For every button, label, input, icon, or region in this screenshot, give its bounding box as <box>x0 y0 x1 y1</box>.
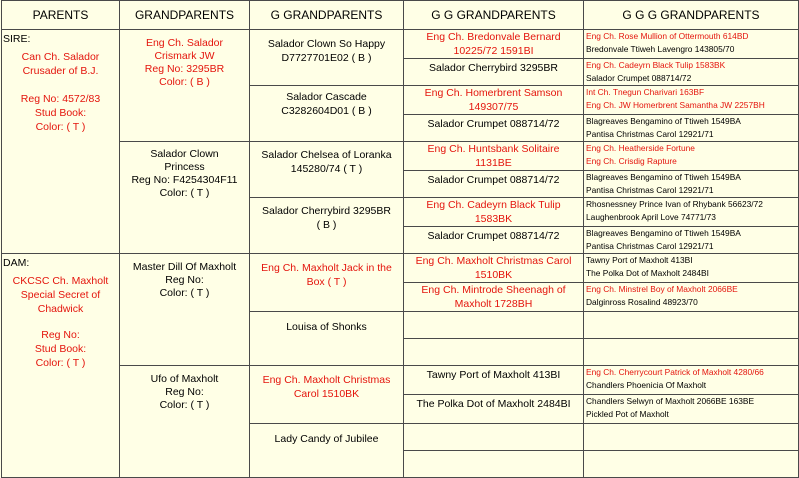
ggp4-line1: Salador Cherrybird 3295BR <box>262 205 391 217</box>
ggp1-line1: Salador Clown So Happy <box>267 38 386 50</box>
ggg4: Salador Crumpet 088714/72 <box>427 118 560 130</box>
gggg10: Eng Ch. Crisdig Rapture <box>586 156 677 166</box>
ggp5-line2: Box ( T ) <box>306 276 347 288</box>
sire-reg: Reg No: 4572/83 <box>20 93 101 105</box>
ggg-grandparent-pair-15 <box>584 424 799 451</box>
ggg3-line1: Eng Ch. Homerbrent Samson <box>424 87 563 99</box>
gp3-line1: Master Dill Of Maxholt <box>132 261 237 273</box>
gggg9: Eng Ch. Heatherside Fortune <box>586 143 695 153</box>
gggg26: Chandlers Phoenicia Of Maxholt <box>586 380 707 390</box>
gggg17: Tawny Port of Maxholt 413BI <box>586 255 693 265</box>
gggg19: Eng Ch. Minstrel Boy of Maxholt 2066BE <box>586 284 738 294</box>
ggg5-line2: 1131BE <box>475 157 512 169</box>
gg-grandparent-1 <box>404 30 584 59</box>
gggg3: Eng Ch. Cadeyrn Black Tulip 1583BK <box>586 60 726 70</box>
gggg6: Eng Ch. JW Homerbrent Samantha JW 2257BH <box>586 100 765 110</box>
gggg14: Laughenbrook April Love 74771/73 <box>586 212 716 222</box>
ggg-grandparent-pair-9 <box>584 254 799 283</box>
ggp5-line1: Eng Ch. Maxholt Jack in the <box>261 262 392 274</box>
header-grandparents: GRANDPARENTS <box>120 1 250 30</box>
ggg-grandparent-pair-8 <box>584 227 799 254</box>
ggp7-line2: Carol 1510BK <box>293 388 360 400</box>
ggp8-line1: Lady Candy of Jubilee <box>274 433 379 445</box>
ggg1-line2: 10225/72 1591BI <box>453 45 534 57</box>
great-grandparent-2 <box>250 86 404 142</box>
gp2-line1: Salador Clown <box>150 148 219 160</box>
ggp6-line1: Louisa of Shonks <box>286 321 367 333</box>
gg-grandparent-8 <box>404 227 584 254</box>
gg-grandparent-4 <box>404 115 584 142</box>
ggg10-line2: Maxholt 1728BH <box>454 298 533 310</box>
gg-grandparent-7 <box>404 198 584 227</box>
gg-grandparent-16 <box>404 451 584 478</box>
gg-grandparent-9 <box>404 254 584 283</box>
gg-grandparent-14 <box>404 395 584 424</box>
gggg8: Pantisa Christmas Carol 12921/71 <box>586 129 714 139</box>
gp3-color: Color: ( T ) <box>159 287 210 299</box>
ggp7-line1: Eng Ch. Maxholt Christmas <box>262 374 391 386</box>
gggg20: Dalginross Rosalind 48923/70 <box>586 297 698 307</box>
pedigree-table <box>1 0 799 478</box>
gp2-reg: Reg No: F4254304F11 <box>131 174 238 186</box>
ggg-grandparent-pair-1 <box>584 30 799 59</box>
gggg16: Pantisa Christmas Carol 12921/71 <box>586 241 714 251</box>
ggg-grandparent-pair-10 <box>584 283 799 312</box>
gggg7: Blagreaves Bengamino of Ttiweh 1549BA <box>586 116 741 126</box>
header-gg-grandparents: G G GRANDPARENTS <box>404 1 584 30</box>
gggg28: Pickled Pot of Maxholt <box>586 409 669 419</box>
gggg1: Eng Ch. Rose Mullion of Ottermouth 614BD <box>586 31 749 41</box>
gg-grandparent-2 <box>404 59 584 86</box>
gg-grandparent-13 <box>404 366 584 395</box>
grandparent-4 <box>120 366 250 478</box>
sire-cell <box>2 30 120 254</box>
gggg4: Salador Crumpet 088714/72 <box>586 73 692 83</box>
ggg-grandparent-pair-14 <box>584 395 799 424</box>
ggg-grandparent-pair-5 <box>584 142 799 171</box>
great-grandparent-6 <box>250 312 404 366</box>
grandparent-3 <box>120 254 250 366</box>
gp4-color: Color: ( T ) <box>159 399 210 411</box>
header-row <box>2 1 799 30</box>
gggg15: Blagreaves Bengamino of Ttiweh 1549BA <box>586 228 741 238</box>
gg-grandparent-6 <box>404 171 584 198</box>
ggg-grandparent-pair-2 <box>584 59 799 86</box>
dam-name-line3: Chadwick <box>37 303 84 315</box>
ggg-grandparent-pair-13 <box>584 366 799 395</box>
gggg5: Int Ch. Tnegun Charivari 163BF <box>586 87 705 97</box>
dam-label: DAM: <box>3 257 30 269</box>
gp2-line2: Princess <box>164 161 205 173</box>
gggg27: Chandlers Selwyn of Maxholt 2066BE 163BE <box>586 396 755 406</box>
gggg12: Pantisa Christmas Carol 12921/71 <box>586 185 714 195</box>
gggg11: Blagreaves Bengamino of Ttiweh 1549BA <box>586 172 741 182</box>
ggp3-line2: 145280/74 ( T ) <box>290 163 363 175</box>
great-grandparent-3 <box>250 142 404 198</box>
ggg2: Salador Cherrybird 3295BR <box>429 62 558 74</box>
great-grandparent-5 <box>250 254 404 312</box>
gp4-reg: Reg No: <box>165 386 204 398</box>
gp3-reg: Reg No: <box>165 274 204 286</box>
ggp1-line2: D7727701E02 ( B ) <box>281 52 372 64</box>
sire-color: Color: ( T ) <box>35 121 86 133</box>
ggg6: Salador Crumpet 088714/72 <box>427 174 560 186</box>
gggg13: Rhosnessney Prince Ivan of Rhybank 56623/72 <box>586 199 763 209</box>
gggg2: Bredonvale Ttiweh Lavengro 143805/70 <box>586 44 735 54</box>
ggg-grandparent-pair-11 <box>584 312 799 339</box>
ggp4-line2: ( B ) <box>316 219 337 231</box>
ggg-grandparent-pair-4 <box>584 115 799 142</box>
header-great-grandparents: G GRANDPARENTS <box>250 1 404 30</box>
ggp3-line1: Salador Chelsea of Loranka <box>261 149 392 161</box>
gg-grandparent-15 <box>404 424 584 451</box>
ggg10-line1: Eng Ch. Mintrode Sheenagh of <box>421 284 566 296</box>
dam-reg: Reg No: <box>41 329 80 341</box>
gggg18: The Polka Dot of Maxholt 2484BI <box>586 268 709 278</box>
gg-grandparent-5 <box>404 142 584 171</box>
ggg8: Salador Crumpet 088714/72 <box>427 230 560 242</box>
ggg9-line1: Eng Ch. Maxholt Christmas Carol <box>415 255 572 267</box>
gg-grandparent-3 <box>404 86 584 115</box>
sire-name-line2: Crusader of B.J. <box>22 65 99 77</box>
dam-cell <box>2 254 120 478</box>
sire-name-line1: Can Ch. Salador <box>21 51 100 63</box>
dam-color: Color: ( T ) <box>35 357 86 369</box>
ggg3-line2: 149307/75 <box>468 101 519 113</box>
gp1-line2: Crismark JW <box>154 50 215 62</box>
ggg-grandparent-pair-12 <box>584 339 799 366</box>
ggg-grandparent-pair-6 <box>584 171 799 198</box>
dam-name-line2: Special Secret of <box>20 289 101 301</box>
sire-stud: Stud Book: <box>34 107 87 119</box>
gg-grandparent-10 <box>404 283 584 312</box>
ggg13: Tawny Port of Maxholt 413BI <box>426 369 561 381</box>
gg-grandparent-12 <box>404 339 584 366</box>
grandparent-1 <box>120 30 250 142</box>
ggg7-line2: 1583BK <box>474 213 513 225</box>
gp4-line1: Ufo of Maxholt <box>150 373 219 385</box>
gggg25: Eng Ch. Cherrycourt Patrick of Maxholt 4280/66 <box>586 367 764 377</box>
great-grandparent-7 <box>250 366 404 424</box>
ggp2-line1: Salador Cascade <box>286 91 367 103</box>
dam-name-line1: CKCSC Ch. Maxholt <box>12 275 109 287</box>
ggg-grandparent-pair-7 <box>584 198 799 227</box>
gg-grandparent-11 <box>404 312 584 339</box>
great-grandparent-4 <box>250 198 404 254</box>
header-ggg-grandparents: G G G GRANDPARENTS <box>584 1 799 30</box>
great-grandparent-1 <box>250 30 404 86</box>
great-grandparent-8 <box>250 424 404 478</box>
ggg5-line1: Eng Ch. Huntsbank Solitaire <box>427 143 560 155</box>
ggg-grandparent-pair-16 <box>584 451 799 478</box>
gp1-line1: Eng Ch. Salador <box>145 37 224 49</box>
grandparent-2 <box>120 142 250 254</box>
ggg7-line1: Eng Ch. Cadeyrn Black Tulip <box>426 199 561 211</box>
gp2-color: Color: ( T ) <box>159 187 210 199</box>
ggg14: The Polka Dot of Maxholt 2484BI <box>416 398 571 410</box>
gp1-reg: Reg No: 3295BR <box>144 63 225 75</box>
header-parents: PARENTS <box>2 1 120 30</box>
ggp2-line2: C3282604D01 ( B ) <box>281 105 372 117</box>
ggg1-line1: Eng Ch. Bredonvale Bernard <box>426 31 561 43</box>
gp1-color: Color: ( B ) <box>159 76 210 88</box>
dam-stud: Stud Book: <box>34 343 87 355</box>
sire-label: SIRE: <box>3 33 31 45</box>
ggg-grandparent-pair-3 <box>584 86 799 115</box>
ggg9-line2: 1510BK <box>474 269 513 281</box>
